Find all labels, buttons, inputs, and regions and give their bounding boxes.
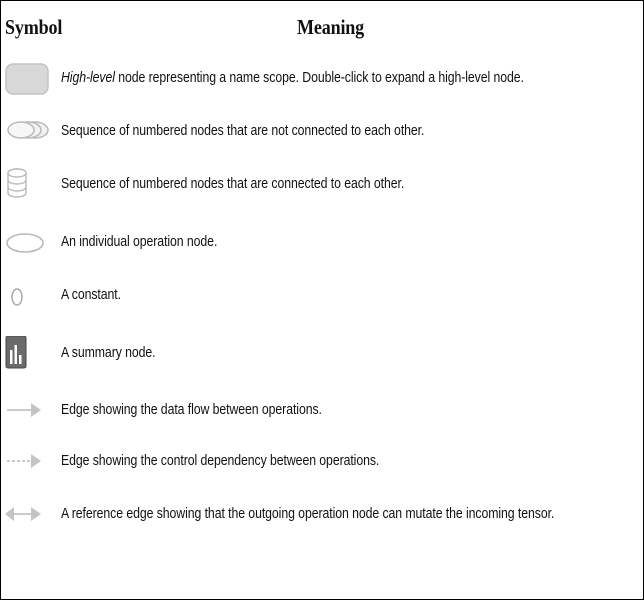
- connected-series-icon: [5, 167, 49, 207]
- legend-row-text: Sequence of numbered nodes that are connected to each other.: [61, 175, 405, 192]
- legend-row-text: A summary node.: [61, 344, 156, 361]
- legend-row-text: Edge showing the data flow between operations.: [61, 401, 322, 418]
- legend-row-text: node representing a name scope. Double-click to expand a high-level node.: [114, 69, 524, 86]
- unconnected-series-icon: [5, 114, 49, 154]
- legend-row-text: A constant.: [61, 286, 121, 303]
- legend-row-text: Edge showing the control dependency between operations.: [61, 452, 380, 469]
- constant-icon: [5, 278, 49, 318]
- legend-row-operation-node: [1, 225, 644, 265]
- high-level-emphasis: High-level: [61, 69, 115, 86]
- dataflow-edge-icon: [5, 393, 49, 433]
- reference-edge-icon: [5, 497, 49, 537]
- operation-node-icon: [5, 225, 49, 265]
- control-dependency-edge-icon: [5, 444, 49, 484]
- legend-row-reference-edge: [1, 497, 644, 537]
- legend-row-connected-series: [1, 167, 644, 207]
- legend-row-unconnected-series: [1, 114, 644, 154]
- symbol-column-header: Symbol: [5, 15, 63, 39]
- legend-row-dataflow-edge: [1, 393, 644, 433]
- high-level-node-icon: [5, 61, 49, 101]
- meaning-column-header: Meaning: [297, 15, 365, 39]
- legend-row-control-edge: [1, 444, 644, 484]
- legend-row-high-level-node: [1, 61, 644, 101]
- legend-row-text: Sequence of numbered nodes that are not connected to each other.: [61, 122, 425, 139]
- legend-row-summary-node: [1, 336, 644, 376]
- legend-row-constant: [1, 278, 644, 318]
- legend-row-text: A reference edge showing that the outgoing operation node can mutate the incoming tensor.: [61, 505, 555, 522]
- legend-row-text: An individual operation node.: [61, 233, 218, 250]
- summary-node-icon: [5, 336, 49, 376]
